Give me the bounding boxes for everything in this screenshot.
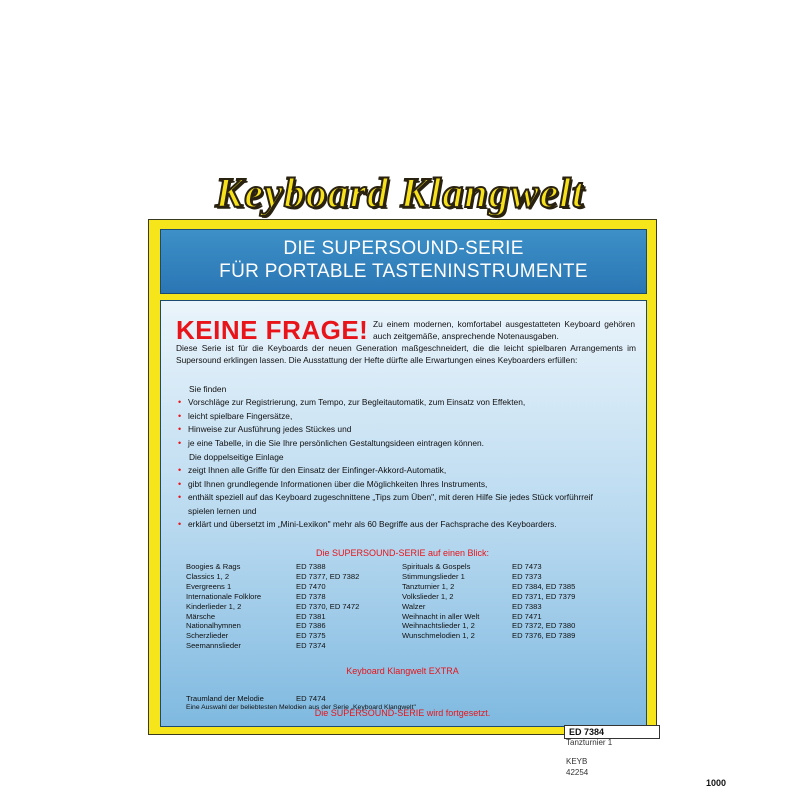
bullet-icon: • <box>178 519 182 529</box>
list-item <box>176 464 616 478</box>
code-cell: ED 7386 <box>296 621 326 631</box>
list-item-text: zeigt Ihnen alle Griffe für den Einsatz der Einfinger-Akkord-Automatik, <box>188 465 447 475</box>
titles-table-right <box>402 562 622 641</box>
code-cell: ED 7372, ED 7380 <box>512 621 576 631</box>
titles-table-left <box>186 562 406 651</box>
list-item-text: erklärt und übersetzt im „Mini-Lexikon" mehr als 60 Begriffe aus der Fachsprache des Keyboarders. <box>188 519 557 529</box>
list-item <box>176 518 616 532</box>
title-cell: Spirituals & Gospels <box>402 562 471 571</box>
list-item <box>176 478 616 492</box>
table-row <box>186 612 406 622</box>
title-cell: Volkslieder 1, 2 <box>402 591 454 601</box>
title-cell: Walzer <box>402 601 426 611</box>
series-banner <box>160 229 647 294</box>
title-cell: Märsche <box>186 611 216 621</box>
list-item-text: Hinweise zur Ausführung jedes Stückes und <box>188 424 352 434</box>
list-item-text: je eine Tabelle, in die Sie Ihre persönlichen Gestaltungsideen eintragen können. <box>188 437 484 448</box>
code-cell: ED 7374 <box>296 641 326 651</box>
bullet-icon: • <box>178 465 182 475</box>
list-item-text: Vorschläge zur Registrierung, zum Tempo, zur Begleitautomatik, zum Einsatz von Effekten, <box>188 397 526 407</box>
list-item <box>176 491 616 518</box>
table-row <box>402 572 622 582</box>
table-row <box>402 631 622 641</box>
table-row <box>186 592 406 602</box>
code-cell: ED 7470 <box>296 581 326 591</box>
continued-note: Die SUPERSOUND-SERIE wird fortgesetzt. <box>314 708 491 718</box>
intro-text-right: Zu einem modernen, komfortabel ausgestatteten Keyboard gehören auch zeitgemäße, ansprechende Notenausgaben. <box>373 319 635 341</box>
list-item-text: enthält speziell auf das Keyboard zugeschnittene „Tips zum Üben", mit deren Hilfe Sie jedes Stück vorführreif spielen lernen und <box>188 492 593 516</box>
bullet-icon: • <box>178 492 182 502</box>
price-code: 1000 <box>706 778 727 788</box>
table-row <box>402 592 622 602</box>
headline: KEINE FRAGE! <box>176 315 369 345</box>
edition-label: ED 7384 <box>564 725 660 739</box>
title-cell: Kinderlieder 1, 2 <box>186 601 242 611</box>
extra-item-title: Traumland der Melodie <box>186 694 264 703</box>
table-row <box>402 582 622 592</box>
section1-label: Sie finden <box>189 384 227 394</box>
table-row <box>186 641 406 651</box>
title-cell: Weihnachtslieder 1, 2 <box>402 621 475 631</box>
code-cell: ED 7384, ED 7385 <box>512 581 576 591</box>
category-code: KEYB <box>566 757 588 766</box>
bullet-icon: • <box>178 410 182 421</box>
section2-label: Die doppelseitige Einlage <box>189 452 284 462</box>
title-cell: Nationalhymnen <box>186 621 241 631</box>
title-cell: Classics 1, 2 <box>186 571 230 581</box>
title-cell: Scherzlieder <box>186 631 229 641</box>
code-cell: ED 7381 <box>296 611 326 621</box>
code-cell: ED 7383 <box>512 601 542 611</box>
list-item <box>176 437 626 451</box>
code-cell: ED 7371, ED 7379 <box>512 591 576 601</box>
title-cell: Weihnacht in aller Welt <box>402 611 480 621</box>
code-cell: ED 7378 <box>296 591 326 601</box>
table-row <box>186 562 406 572</box>
list-item <box>176 410 626 424</box>
table-row <box>186 602 406 612</box>
table-row <box>186 582 406 592</box>
bullet-icon: • <box>178 437 182 448</box>
list-item-text: gibt Ihnen grundlegende Informationen über die Möglichkeiten Ihres Instruments, <box>188 478 488 489</box>
section1-list <box>176 396 626 450</box>
title-cell: Internationale Folklore <box>186 591 262 601</box>
extra-description: Eine Auswahl der beliebtesten Melodien aus der Serie „Keyboard Klangwelt" <box>186 704 416 711</box>
list-item <box>176 396 626 410</box>
table-row <box>186 631 406 641</box>
table-row <box>402 562 622 572</box>
code-cell: ED 7377, ED 7382 <box>296 571 360 581</box>
code-cell: ED 7375 <box>296 631 326 641</box>
title-cell: Seemannslieder <box>186 641 241 651</box>
book-title: Keyboard Klangwelt <box>215 171 585 217</box>
table-row <box>186 572 406 582</box>
edition-title: Tanzturnier 1 <box>566 738 613 747</box>
series-heading: Die SUPERSOUND-SERIE auf einen Blick: <box>315 548 490 558</box>
table-row <box>402 602 622 612</box>
code-cell: ED 7471 <box>512 611 542 621</box>
banner-line-2: FÜR PORTABLE TASTENINSTRUMENTE <box>219 261 588 282</box>
bullet-icon: • <box>178 424 182 434</box>
table-row <box>402 621 622 631</box>
section2-list <box>176 464 616 532</box>
title-cell: Evergreens 1 <box>186 581 232 591</box>
title-cell: Stimmungslieder 1 <box>402 571 465 581</box>
code-cell: ED 7473 <box>512 562 542 571</box>
title-cell: Tanzturnier 1, 2 <box>402 581 455 591</box>
code-cell: ED 7388 <box>296 562 326 571</box>
list-item-text: leicht spielbare Fingersätze, <box>188 410 293 421</box>
list-item <box>176 423 626 437</box>
code-cell: ED 7376, ED 7389 <box>512 631 576 641</box>
title-cell: Boogies & Rags <box>186 562 241 571</box>
table-row <box>186 621 406 631</box>
code-cell: ED 7370, ED 7472 <box>296 601 360 611</box>
bullet-icon: • <box>178 478 182 489</box>
code-cell: ED 7373 <box>512 571 542 581</box>
table-row <box>402 612 622 622</box>
extra-item-code: ED 7474 <box>296 694 326 703</box>
title-cell: Wunschmelodien 1, 2 <box>402 631 475 641</box>
banner-line-1: DIE SUPERSOUND-SERIE <box>283 238 524 259</box>
article-number: 42254 <box>566 768 589 777</box>
intro-text: Diese Serie ist für die Keyboards der neuen Generation maßgeschneidert, die die leicht spielbaren Arrangements im Supersound erklingen lassen. Die Ausstattung der Hefte dürfte alle Erwartungen eines Keyboarders erfüllen: <box>176 343 636 365</box>
bullet-icon: • <box>178 397 182 407</box>
extra-heading: Keyboard Klangwelt EXTRA <box>346 666 459 676</box>
